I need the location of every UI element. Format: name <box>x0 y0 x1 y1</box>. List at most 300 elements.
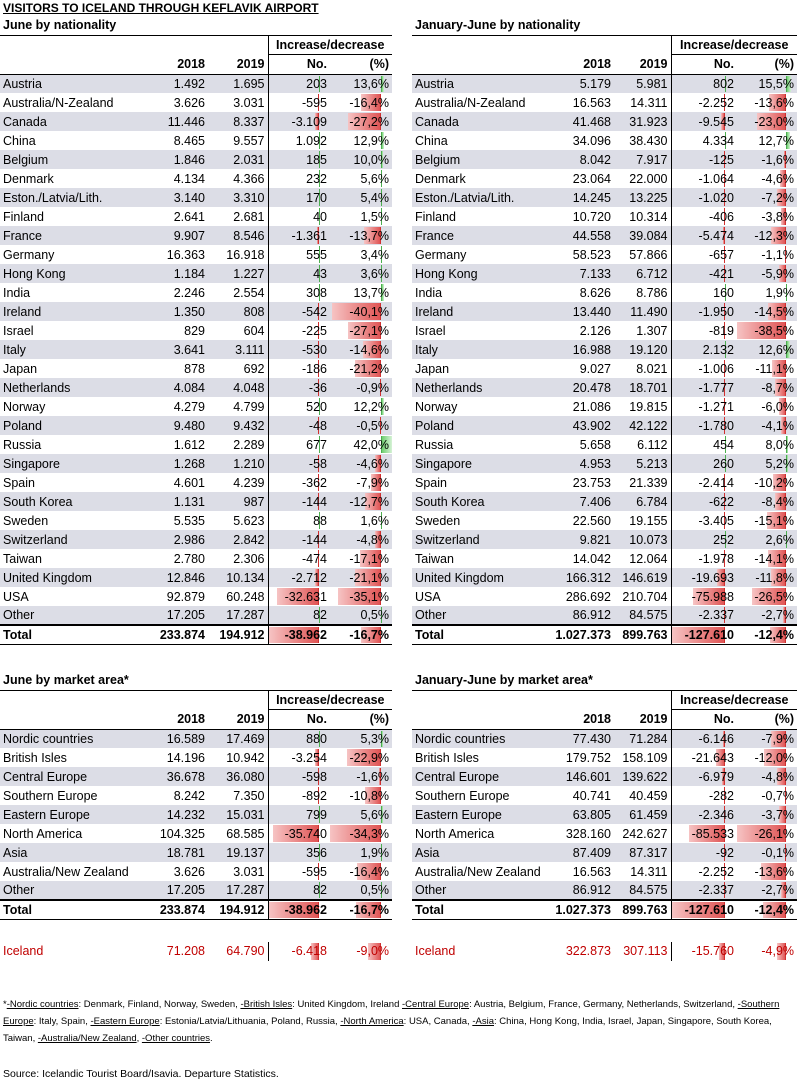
change-percent-value: -5,9% <box>761 266 794 281</box>
value-2019: 7.350 <box>208 786 268 805</box>
change-percent <box>737 169 797 188</box>
change-percent-value: 12,7% <box>758 133 794 148</box>
change-number <box>671 786 737 805</box>
value-2018: 40.741 <box>549 786 614 805</box>
change-percent <box>330 169 392 188</box>
change-number <box>671 378 737 397</box>
value-2018: 4.601 <box>141 473 208 492</box>
row-label: British Isles <box>0 748 141 767</box>
row-label: Sweden <box>412 511 549 530</box>
value-2019: 3.031 <box>208 93 268 112</box>
change-percent-value: -4,8% <box>356 532 389 547</box>
change-number <box>268 530 330 549</box>
header-2018: 2018 <box>141 709 208 729</box>
change-percent <box>330 942 392 961</box>
change-percent-value: 5,2% <box>765 456 794 471</box>
table-row <box>412 530 797 549</box>
row-label: British Isles <box>412 748 549 767</box>
change-percent-value: 42,0% <box>353 437 389 452</box>
row-label: Austria <box>0 74 141 93</box>
value-2019: 2.306 <box>208 549 268 568</box>
value-2018: 87.409 <box>549 843 614 862</box>
table-row <box>0 568 392 587</box>
change-percent <box>737 492 797 511</box>
footnote-southern-label: -Southern Europe <box>3 999 780 1027</box>
change-percent <box>330 397 392 416</box>
change-number-value: -595 <box>301 864 327 879</box>
value-2018: 8.042 <box>549 150 614 169</box>
change-number <box>268 568 330 587</box>
header-no: No. <box>268 54 330 74</box>
change-percent-value: 5,4% <box>360 190 389 205</box>
change-number <box>268 881 330 900</box>
change-number-value: -1.361 <box>291 228 327 243</box>
value-2019: 604 <box>208 321 268 340</box>
change-percent <box>737 454 797 473</box>
value-2019: 19.815 <box>614 397 671 416</box>
value-2018: 7.133 <box>549 264 614 283</box>
change-percent-value: -4,1% <box>761 418 794 433</box>
value-2019: 60.248 <box>208 587 268 606</box>
change-percent <box>330 359 392 378</box>
change-number-value: 880 <box>306 731 327 746</box>
value-2018: 1.612 <box>141 435 208 454</box>
value-2019: 6.784 <box>614 492 671 511</box>
table-row <box>412 568 797 587</box>
table-row <box>0 188 392 207</box>
change-percent-value: -1,6% <box>356 769 390 784</box>
change-number-value: -3.109 <box>291 114 327 129</box>
value-2019: 57.866 <box>614 245 671 264</box>
value-2019: 6.112 <box>614 435 671 454</box>
value-2019: 17.469 <box>208 729 268 748</box>
value-2018: 322.873 <box>549 942 614 961</box>
change-number <box>268 74 330 93</box>
row-label: Asia <box>0 843 141 862</box>
change-percent-value: -0,9% <box>356 380 389 395</box>
row-label: India <box>0 283 141 302</box>
change-percent <box>737 587 797 606</box>
change-number <box>268 359 330 378</box>
header-pct: (%) <box>737 54 797 74</box>
value-2019: 40.459 <box>614 786 671 805</box>
change-number-value: 555 <box>306 247 327 262</box>
change-number <box>268 416 330 435</box>
row-label: Norway <box>0 397 141 416</box>
row-label: Switzerland <box>412 530 549 549</box>
change-percent <box>330 473 392 492</box>
table-row <box>412 321 797 340</box>
change-percent-value: -1,1% <box>761 247 794 262</box>
value-2019: 84.575 <box>614 881 671 900</box>
table-row <box>412 150 797 169</box>
change-percent <box>330 786 392 805</box>
row-label: Poland <box>412 416 549 435</box>
main-title: VISITORS TO ICELAND THROUGH KEFLAVIK AIRPORT <box>3 1 319 15</box>
change-number <box>268 302 330 321</box>
change-percent-value: -16,7% <box>349 903 390 917</box>
header-2019: 2019 <box>614 709 671 729</box>
change-number-value: -127.610 <box>684 903 734 917</box>
change-number <box>671 492 737 511</box>
change-number-value: 799 <box>306 807 327 822</box>
table-row <box>412 805 797 824</box>
table-row <box>412 416 797 435</box>
row-label: Ireland <box>0 302 141 321</box>
row-label: India <box>412 283 549 302</box>
header-2019: 2019 <box>208 709 268 729</box>
header-blank <box>208 690 268 709</box>
change-number <box>671 843 737 862</box>
change-percent-value: 12,6% <box>758 342 794 357</box>
change-number <box>268 283 330 302</box>
change-number <box>671 188 737 207</box>
change-percent-value: 8,0% <box>765 437 794 452</box>
change-number-value: -127.610 <box>684 628 734 642</box>
change-percent <box>330 625 392 645</box>
value-2019: 84.575 <box>614 606 671 625</box>
change-number-value: -144 <box>301 532 327 547</box>
change-percent <box>330 378 392 397</box>
change-number-value: -6.146 <box>698 731 734 746</box>
row-label: Australia/New Zealand <box>412 862 549 881</box>
change-percent-value: 0,5% <box>360 883 390 897</box>
change-percent <box>330 435 392 454</box>
change-percent <box>330 188 392 207</box>
value-2018: 71.208 <box>141 942 208 961</box>
value-2018: 17.205 <box>141 881 208 900</box>
table-row <box>0 492 392 511</box>
change-percent <box>737 786 797 805</box>
table-row <box>0 93 392 112</box>
change-number-value: -2.252 <box>698 95 734 110</box>
footnote-british-text: : United Kingdom, Ireland <box>292 999 403 1010</box>
change-percent <box>737 359 797 378</box>
change-percent <box>330 549 392 568</box>
change-percent-value: -15,1% <box>754 513 794 528</box>
row-label: Finland <box>0 207 141 226</box>
value-2018: 1.846 <box>141 150 208 169</box>
change-number-value: -1.020 <box>698 190 734 205</box>
change-number-value: -1.777 <box>698 380 734 395</box>
value-2018: 2.986 <box>141 530 208 549</box>
change-number-value: -21.643 <box>691 750 734 765</box>
row-label: North America <box>0 824 141 843</box>
change-number <box>671 150 737 169</box>
change-percent-value: -35,1% <box>349 589 389 604</box>
value-2018: 13.440 <box>549 302 614 321</box>
value-2019: 139.622 <box>614 767 671 786</box>
header-blank <box>141 35 208 54</box>
change-percent <box>330 283 392 302</box>
change-number <box>671 435 737 454</box>
change-number <box>671 131 737 150</box>
row-label: Central Europe <box>412 767 549 786</box>
header-2018: 2018 <box>549 709 614 729</box>
header-no: No. <box>268 709 330 729</box>
change-percent-value: -0,5% <box>356 418 389 433</box>
change-number <box>268 942 330 961</box>
change-number-value: -9.545 <box>698 114 734 129</box>
change-percent <box>330 805 392 824</box>
value-2018: 9.907 <box>141 226 208 245</box>
spacer <box>0 920 392 942</box>
change-percent <box>737 942 797 961</box>
table-row <box>0 606 392 625</box>
change-percent <box>737 748 797 767</box>
change-percent-value: 1,6% <box>360 513 389 528</box>
table-row <box>0 150 392 169</box>
change-number <box>268 378 330 397</box>
row-label: United Kingdom <box>0 568 141 587</box>
value-2018: 92.879 <box>141 587 208 606</box>
change-number <box>268 767 330 786</box>
change-number-value: -36 <box>308 380 327 395</box>
change-number-value: -542 <box>301 304 327 319</box>
change-percent <box>737 188 797 207</box>
row-label: Other <box>0 881 141 900</box>
header-2019: 2019 <box>614 54 671 74</box>
change-percent <box>330 843 392 862</box>
change-percent <box>737 340 797 359</box>
change-number-value: -474 <box>301 551 327 566</box>
change-percent-value: -6,0% <box>761 399 794 414</box>
table-row <box>412 767 797 786</box>
change-percent-value: 13,6% <box>353 76 389 91</box>
change-percent-value: -11,8% <box>755 570 794 585</box>
table-row <box>412 302 797 321</box>
value-2019: 5.981 <box>614 74 671 93</box>
change-percent-value: 3,4% <box>360 247 389 262</box>
row-label: Israel <box>0 321 141 340</box>
change-number <box>671 397 737 416</box>
change-number-value: -598 <box>301 769 327 784</box>
value-2019: 210.704 <box>614 587 671 606</box>
change-number-value: 203 <box>306 76 327 91</box>
header-pct: (%) <box>737 709 797 729</box>
change-number-value: -3.405 <box>698 513 734 528</box>
change-percent-value: -3,7% <box>761 807 795 822</box>
change-number <box>268 473 330 492</box>
change-number-value: -5.474 <box>698 228 734 243</box>
change-number-value: 82 <box>313 883 327 897</box>
row-label: Taiwan <box>412 549 549 568</box>
header-pct: (%) <box>330 709 392 729</box>
table-row <box>412 207 797 226</box>
value-2019: 68.585 <box>208 824 268 843</box>
table-row <box>0 511 392 530</box>
table-row <box>0 786 392 805</box>
change-number <box>671 245 737 264</box>
table-row <box>0 767 392 786</box>
value-2019: 2.554 <box>208 283 268 302</box>
row-label: Nordic countries <box>0 729 141 748</box>
value-2019: 19.137 <box>208 843 268 862</box>
table-row <box>412 862 797 881</box>
change-number <box>671 340 737 359</box>
value-2018: 5.658 <box>549 435 614 454</box>
header-increase-decrease: Increase/decrease <box>671 690 797 709</box>
change-number <box>671 805 737 824</box>
change-percent-value: -10,2% <box>754 475 794 490</box>
change-number-value: 2.132 <box>702 342 734 357</box>
value-2018: 77.430 <box>549 729 614 748</box>
iceland-row <box>0 942 392 961</box>
change-number-value: 88 <box>313 513 327 528</box>
row-label: Eastern Europe <box>412 805 549 824</box>
change-number-value: 170 <box>306 190 327 205</box>
header-increase-decrease: Increase/decrease <box>268 35 392 54</box>
table-row <box>412 511 797 530</box>
change-number-value: -32.631 <box>284 589 327 604</box>
change-percent-value: -23,0% <box>754 114 794 129</box>
change-percent-value: 2,6% <box>765 532 794 547</box>
change-number <box>671 606 737 625</box>
table-row <box>412 112 797 131</box>
change-percent <box>330 340 392 359</box>
change-number <box>268 188 330 207</box>
value-2019: 3.310 <box>208 188 268 207</box>
footnote-central-label: -Central Europe <box>402 999 470 1010</box>
change-percent <box>737 435 797 454</box>
table-row <box>412 131 797 150</box>
change-percent-value: -21,2% <box>349 361 389 376</box>
value-2018: 41.468 <box>549 112 614 131</box>
change-number-value: -282 <box>708 788 734 803</box>
header-increase-decrease: Increase/decrease <box>671 35 797 54</box>
row-label: Nordic countries <box>412 729 549 748</box>
change-number <box>268 900 330 920</box>
change-number-value: -6.979 <box>698 769 734 784</box>
footnote-star: * <box>3 999 7 1010</box>
change-percent <box>737 767 797 786</box>
value-2018: 16.563 <box>549 93 614 112</box>
table-row <box>0 340 392 359</box>
change-number-value: -2.252 <box>698 864 734 879</box>
footnote-southern-text: : Italy, Spain, <box>33 1016 91 1027</box>
change-number-value: -892 <box>301 788 327 803</box>
value-2019: 31.923 <box>614 112 671 131</box>
change-number-value: -225 <box>301 323 327 338</box>
row-label: France <box>412 226 549 245</box>
change-number <box>268 748 330 767</box>
change-number-value: -186 <box>301 361 327 376</box>
change-number-value: 40 <box>313 209 327 224</box>
change-number <box>671 625 737 645</box>
row-label: Spain <box>412 473 549 492</box>
change-percent <box>330 207 392 226</box>
change-percent <box>330 454 392 473</box>
row-label: USA <box>0 587 141 606</box>
change-percent-value: -26,5% <box>754 589 794 604</box>
value-2019: 158.109 <box>614 748 671 767</box>
value-2018: 58.523 <box>549 245 614 264</box>
value-2019: 6.712 <box>614 264 671 283</box>
table-row <box>412 169 797 188</box>
table-row <box>412 359 797 378</box>
value-2018: 328.160 <box>549 824 614 843</box>
value-2018: 1.350 <box>141 302 208 321</box>
value-2018: 1.492 <box>141 74 208 93</box>
table-row <box>0 169 392 188</box>
change-percent-value: -16,4% <box>349 95 389 110</box>
change-number <box>268 397 330 416</box>
value-2018: 4.953 <box>549 454 614 473</box>
change-percent-value: -0,1% <box>761 845 795 860</box>
value-2019: 2.681 <box>208 207 268 226</box>
row-label: Eston./Latvia/Lith. <box>412 188 549 207</box>
change-percent <box>330 824 392 843</box>
value-2019: 19.120 <box>614 340 671 359</box>
change-number-value: -125 <box>708 152 734 167</box>
change-number <box>671 862 737 881</box>
header-blank <box>549 690 614 709</box>
change-number <box>268 112 330 131</box>
table-row <box>0 378 392 397</box>
change-number-value: -75.988 <box>691 589 734 604</box>
table-row <box>0 397 392 416</box>
change-number <box>671 302 737 321</box>
change-number <box>268 226 330 245</box>
change-percent <box>737 378 797 397</box>
value-2018: 179.752 <box>549 748 614 767</box>
change-percent <box>737 549 797 568</box>
change-percent-value: -13,7% <box>349 228 389 243</box>
change-number <box>268 824 330 843</box>
change-number <box>671 549 737 568</box>
header-no: No. <box>671 54 737 74</box>
row-label: Ireland <box>412 302 549 321</box>
change-number <box>671 530 737 549</box>
june-market-area-table <box>0 671 392 961</box>
row-label: Central Europe <box>0 767 141 786</box>
change-number-value: -595 <box>301 95 327 110</box>
change-percent-value: -12,4% <box>754 628 794 642</box>
change-percent-value: -7,2% <box>761 190 794 205</box>
row-label: Germany <box>412 245 549 264</box>
table-row <box>412 397 797 416</box>
change-number-value: -2.414 <box>698 475 734 490</box>
row-label: Other <box>412 606 549 625</box>
row-label: Germany <box>0 245 141 264</box>
value-2018: 86.912 <box>549 606 614 625</box>
value-2018: 3.140 <box>141 188 208 207</box>
source-note: Source: Icelandic Tourist Board/Isavia. Departure Statistics. <box>3 1068 279 1080</box>
footnote-british-label: -British Isles <box>240 999 293 1010</box>
value-2018: 34.096 <box>549 131 614 150</box>
value-2019: 3.031 <box>208 862 268 881</box>
change-number <box>671 900 737 920</box>
change-number-value: -92 <box>715 845 734 860</box>
table-row <box>0 881 392 900</box>
change-percent <box>737 843 797 862</box>
row-label: Other <box>412 881 549 900</box>
footnote-other-label: -Other countries <box>141 1033 211 1044</box>
value-2019: 2.289 <box>208 435 268 454</box>
change-number <box>268 805 330 824</box>
value-2019: 5.623 <box>208 511 268 530</box>
value-2018: 4.134 <box>141 169 208 188</box>
change-percent <box>330 131 392 150</box>
value-2019: 16.918 <box>208 245 268 264</box>
value-2018: 233.874 <box>141 625 208 645</box>
value-2018: 2.246 <box>141 283 208 302</box>
value-2019: 15.031 <box>208 805 268 824</box>
change-number-value: -144 <box>301 494 327 509</box>
change-number <box>268 169 330 188</box>
value-2018: 286.692 <box>549 587 614 606</box>
table-row <box>412 748 797 767</box>
